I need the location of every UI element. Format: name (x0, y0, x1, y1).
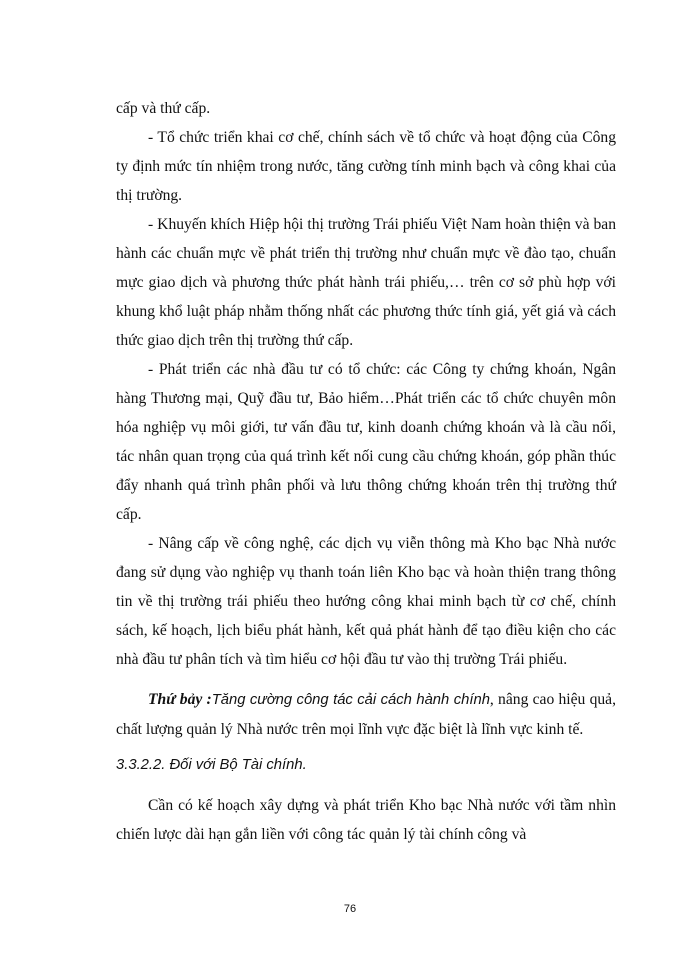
paragraph-technology-upgrade: - Nâng cấp về công nghệ, các dịch vụ viễn thông mà Kho bạc Nhà nước đang sử dụng vào nghiệp vụ thanh toán liên Kho bạc và hoàn thiện trang thông tin về thị trường trái phiếu theo hướng công khai minh bạch từ cơ chế, chính sách, kế hoạch, lịch biểu phát hành, kết quả phát hành để tạo điều kiện cho các nhà đầu tư phân tích và tìm hiểu cơ hội đầu tư vào thị trường Trái phiếu. (116, 535, 616, 668)
paragraph-continuation: cấp và thứ cấp. (116, 100, 211, 117)
paragraph-seventh-point (116, 685, 616, 744)
seventh-emphasis: Tăng cường công tác cải cách hành chính (211, 692, 490, 708)
paragraph-bond-association: - Khuyến khích Hiệp hội thị trường Trái phiếu Việt Nam hoàn thiện và ban hành các chuẩn mực về phát triển thị trường như chuẩn mực về đào tạo, chuẩn mực giao dịch và phương thức phát hành trái phiếu,… trên cơ sở phù hợp với khung khổ luật pháp nhằm thống nhất các phương thức tính giá, yết giá và cách thức giao dịch trên thị trường thứ cấp. (116, 216, 616, 349)
seventh-rest: , nâng cao hiệu quả, chất lượng quản lý Nhà nước trên mọi lĩnh vực đặc biệt là lĩnh vực kinh tế. (116, 691, 616, 738)
seventh-lead: Thứ bảy : (148, 691, 212, 708)
paragraph-closing: Cần có kế hoạch xây dựng và phát triển Kho bạc Nhà nước với tầm nhìn chiến lược dài hạn gắn liền với công tác quản lý tài chính công và (116, 797, 616, 843)
page-number: 76 (343, 903, 357, 915)
paragraph-institutional-investors: - Phát triển các nhà đầu tư có tổ chức: các Công ty chứng khoán, Ngân hàng Thương mại, Quỹ đầu tư, Bảo hiểm…Phát triển các tổ chức chuyên môn hóa nghiệp vụ môi giới, tư vấn đầu tư, kinh doanh chứng khoán và là cầu nối, tác nhân quan trọng của quá trình kết nối cung cầu chứng khoán, góp phần thúc đẩy nhanh quá trình phân phối và lưu thông chứng khoán trên thị trường thứ cấp. (116, 361, 616, 523)
section-heading: 3.3.2.2. Đối với Bộ Tài chính. (116, 757, 307, 773)
body-text (116, 94, 616, 849)
paragraph-credit-rating: - Tổ chức triển khai cơ chế, chính sách về tổ chức và hoạt động của Công ty định mức tín nhiệm trong nước, tăng cường tính minh bạch và công khai của thị trường. (116, 129, 616, 204)
